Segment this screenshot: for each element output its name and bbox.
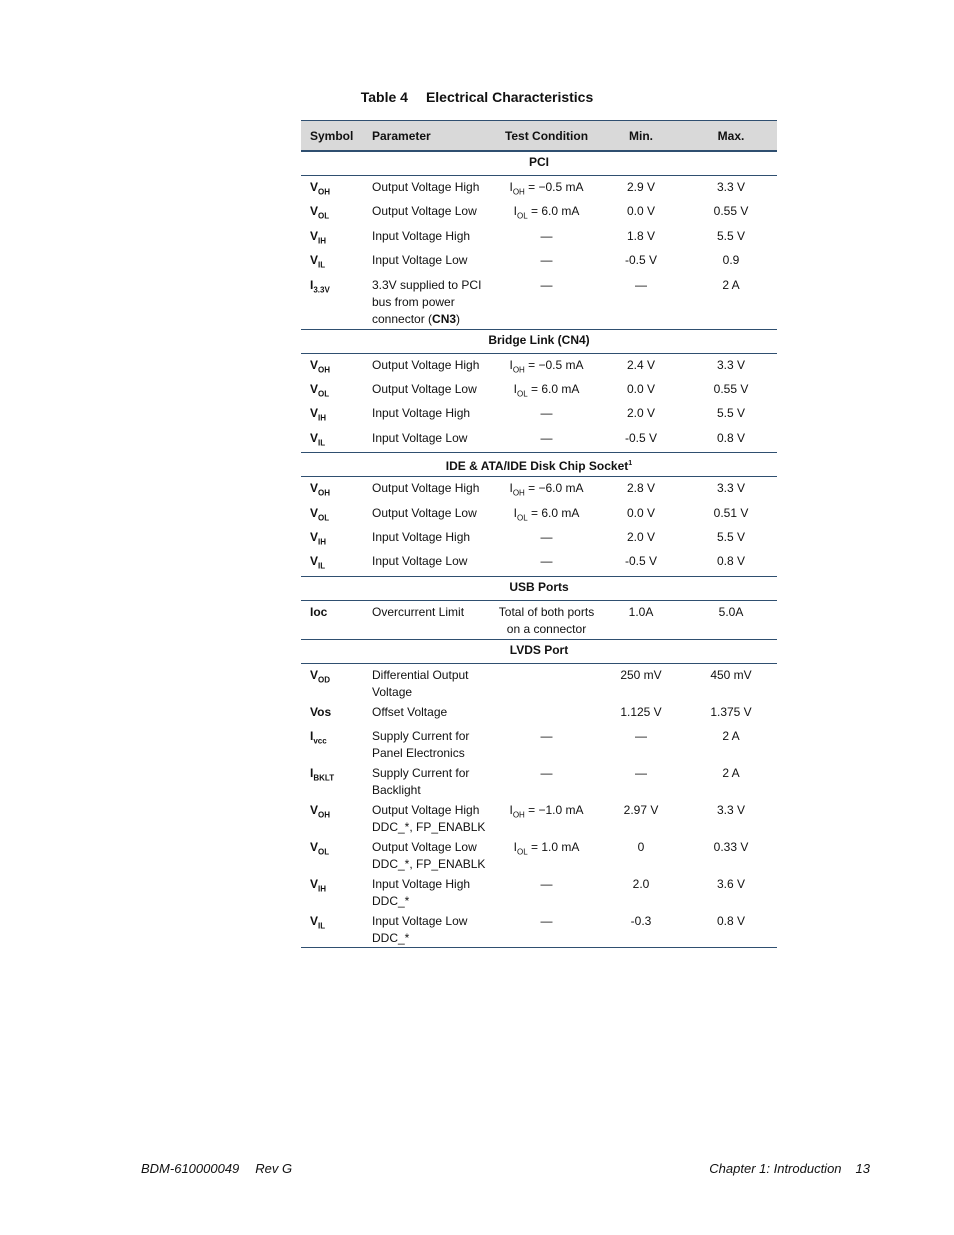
section-title: IDE & ATA/IDE Disk Chip Socket	[445, 459, 629, 474]
parameter-cell	[364, 179, 496, 196]
max-cell: 3.3 V	[716, 180, 746, 194]
symbol-base: V	[310, 357, 319, 372]
symbol-subscript: OD	[318, 675, 331, 685]
test-condition-cell	[496, 505, 597, 526]
max-cell: 0.55 V	[713, 381, 749, 396]
min-cell: 0.0 V	[626, 505, 656, 520]
symbol-cell	[301, 357, 364, 378]
condition-value: = −0.5 mA	[524, 180, 584, 194]
condition-subscript: OH	[512, 810, 525, 820]
condition-text: —	[540, 765, 553, 780]
symbol-cell	[301, 505, 364, 526]
table-row	[301, 176, 777, 200]
symbol-cell	[301, 765, 364, 786]
max-cell: 5.5 V	[716, 228, 746, 243]
section-heading	[301, 151, 777, 176]
parameter-text: Input Voltage Low	[372, 554, 468, 569]
table-row	[301, 402, 777, 426]
doc-id: BDM-610000049	[141, 1161, 240, 1176]
section-title: USB Ports	[509, 579, 569, 594]
table-row	[301, 601, 777, 638]
page-number: 13	[855, 1161, 870, 1176]
electrical-characteristics-table	[301, 120, 777, 948]
max-cell: 5.5 V	[716, 406, 746, 421]
parameter-cell	[364, 252, 496, 269]
condition-text: I	[513, 505, 517, 520]
table-row	[301, 799, 777, 836]
table-row	[301, 225, 777, 249]
test-condition-cell	[496, 357, 597, 378]
symbol-base: V	[310, 180, 319, 194]
symbol-cell	[301, 876, 364, 897]
condition-subscript: OL	[516, 847, 528, 857]
parameter-cell	[364, 728, 496, 762]
max-cell: 0.51 V	[713, 505, 749, 520]
footer-right	[709, 1161, 870, 1176]
symbol-subscript: OH	[318, 810, 331, 820]
condition-value: = −1.0 mA	[524, 802, 584, 817]
section-title: Bridge Link (CN4)	[488, 332, 590, 347]
parameter-cell	[364, 405, 496, 422]
table-row	[301, 378, 777, 402]
condition-value: = 6.0 mA	[527, 505, 580, 520]
table-row	[301, 502, 777, 526]
table-number: Table 4	[360, 89, 408, 105]
parameter-text: Output Voltage High	[372, 180, 480, 194]
parameter-cell	[364, 203, 496, 220]
min-cell: 2.0	[632, 876, 650, 891]
symbol-cell	[301, 913, 364, 934]
symbol-subscript: 3.3V	[313, 284, 330, 294]
max-cell: 5.0A	[718, 604, 744, 619]
symbol-base: V	[310, 253, 319, 268]
chapter-title: Chapter 1: Introduction	[709, 1161, 842, 1176]
min-cell: 0.0 V	[626, 204, 656, 219]
symbol-cell	[301, 430, 364, 451]
parameter-cell	[364, 802, 496, 836]
symbol-cell	[301, 203, 364, 224]
parameter-text: Input Voltage Low	[372, 430, 468, 445]
section-title: LVDS Port	[509, 642, 569, 657]
footer-left	[141, 1161, 292, 1176]
table-row	[301, 550, 777, 574]
symbol-cell	[301, 802, 364, 823]
max-cell: 2 A	[722, 765, 740, 780]
max-cell: 0.8 V	[716, 430, 746, 445]
parameter-after: )	[456, 311, 461, 326]
symbol-base: V	[310, 381, 319, 396]
parameter-text: Output Voltage Low	[372, 505, 477, 520]
parameter-cell	[364, 529, 496, 546]
min-cell: -0.5 V	[624, 253, 657, 268]
max-cell: 0.55 V	[713, 204, 749, 219]
parameter-text: Output Voltage Low DDC_*, FP_ENABLK	[372, 839, 486, 871]
condition-subscript: OL	[516, 211, 528, 221]
test-condition-cell	[496, 480, 597, 501]
parameter-text: Output Voltage High DDC_*, FP_ENABLK	[372, 802, 486, 834]
parameter-text: Output Voltage Low	[372, 204, 477, 219]
condition-text: —	[540, 277, 553, 292]
condition-text: I	[509, 802, 513, 817]
min-cell: —	[635, 277, 647, 292]
symbol-base: V	[310, 802, 319, 817]
symbol-base: V	[310, 529, 319, 544]
condition-text: —	[540, 554, 553, 569]
symbol-subscript: vcc	[313, 736, 327, 746]
symbol-subscript: IH	[318, 413, 327, 423]
test-condition-cell	[496, 381, 597, 402]
symbol-base: V	[310, 839, 319, 854]
table-header-row	[301, 120, 777, 151]
symbol-base: I	[310, 728, 314, 743]
condition-text: I	[513, 204, 517, 219]
table-row	[301, 249, 777, 273]
parameter-text: Input Voltage Low	[372, 253, 468, 268]
section-heading	[301, 452, 777, 477]
parameter-text: Input Voltage High	[372, 406, 471, 421]
test-condition-cell	[496, 179, 597, 200]
condition-text: —	[540, 406, 553, 421]
min-cell: 250 mV	[620, 667, 662, 682]
section-heading	[301, 639, 777, 664]
max-cell: 3.3 V	[716, 802, 746, 817]
table-body	[301, 151, 777, 947]
table-row	[301, 477, 777, 501]
parameter-text: 3.3V supplied to PCI bus from power connector (	[372, 277, 482, 326]
symbol-base: V	[310, 876, 319, 891]
column-header-symbol: Symbol	[310, 128, 354, 143]
symbol-cell	[301, 839, 364, 860]
symbol-subscript: OH	[318, 364, 331, 374]
parameter-cell	[364, 839, 496, 873]
condition-value: = −0.5 mA	[524, 357, 584, 372]
symbol-cell	[301, 529, 364, 550]
symbol-subscript: IH	[318, 236, 327, 246]
condition-text: I	[509, 481, 513, 496]
min-cell: 2.0 V	[626, 529, 656, 544]
parameter-text: Output Voltage High	[372, 481, 480, 496]
min-cell: 0	[637, 839, 645, 854]
symbol-subscript: BKLT	[313, 773, 335, 783]
min-cell: —	[635, 728, 647, 743]
test-condition-cell	[496, 765, 597, 782]
parameter-cell	[364, 667, 496, 701]
test-condition-cell	[496, 802, 597, 823]
symbol-base: I	[310, 765, 314, 780]
section-heading	[301, 576, 777, 601]
symbol-base: V	[310, 430, 319, 445]
symbol-base: V	[310, 204, 319, 219]
parameter-cell	[364, 505, 496, 522]
min-cell: 1.8 V	[626, 228, 656, 243]
max-cell: 2 A	[722, 277, 740, 292]
parameter-text: Input Voltage High DDC_*	[372, 876, 471, 908]
min-cell: 2.4 V	[626, 357, 656, 372]
table-row	[301, 701, 777, 725]
table-row	[301, 354, 777, 378]
symbol-cell	[301, 228, 364, 249]
condition-text: —	[540, 876, 553, 891]
parameter-cell	[364, 876, 496, 910]
min-cell: -0.5 V	[624, 554, 657, 569]
column-header-parameter: Parameter	[372, 128, 431, 143]
table-row	[301, 836, 777, 873]
symbol-base: V	[310, 228, 319, 243]
min-cell: -0.3	[630, 913, 652, 928]
condition-subscript: OH	[512, 187, 525, 197]
max-cell: 0.8 V	[716, 554, 746, 569]
max-cell: 5.5 V	[716, 529, 746, 544]
parameter-cell	[364, 765, 496, 799]
parameter-text: Output Voltage High	[372, 357, 480, 372]
symbol-base: V	[310, 406, 319, 421]
min-cell: 0.0 V	[626, 381, 656, 396]
test-condition-cell	[496, 203, 597, 224]
symbol-base: V	[310, 913, 319, 928]
condition-text: —	[540, 228, 553, 243]
symbol-cell	[301, 179, 364, 200]
min-cell: 1.125 V	[620, 704, 662, 719]
condition-subscript: OH	[512, 488, 525, 498]
symbol-cell	[301, 667, 364, 688]
test-condition-cell	[496, 430, 597, 447]
symbol-subscript: IL	[318, 921, 326, 931]
test-condition-cell	[496, 839, 597, 860]
test-condition-cell	[496, 252, 597, 269]
parameter-cell	[364, 430, 496, 447]
symbol-cell	[301, 405, 364, 426]
condition-text: I	[509, 357, 513, 372]
condition-text: Total of both ports on a connector	[498, 604, 595, 636]
table-bottom-rule	[301, 947, 777, 948]
parameter-text: Input Voltage High	[372, 228, 471, 243]
symbol-subscript: IL	[318, 561, 326, 571]
revision: Rev G	[255, 1161, 293, 1176]
condition-text: —	[540, 913, 553, 928]
test-condition-cell	[496, 553, 597, 570]
symbol-subscript: IL	[318, 260, 326, 270]
table-row	[301, 526, 777, 550]
min-cell: -0.5 V	[624, 430, 657, 445]
table-row	[301, 664, 777, 701]
symbol-base: Ioc	[310, 604, 328, 619]
symbol-subscript: OL	[318, 211, 330, 221]
parameter-text: Overcurrent Limit	[372, 604, 465, 619]
min-cell: 2.8 V	[626, 481, 656, 496]
column-header-test-condition: Test Condition	[504, 128, 589, 143]
footnote-marker: 1	[628, 460, 633, 468]
table-row	[301, 910, 777, 947]
symbol-subscript: IH	[318, 884, 327, 894]
symbol-subscript: OL	[318, 512, 330, 522]
min-cell: 2.97 V	[623, 802, 659, 817]
table-row	[301, 200, 777, 224]
symbol-cell	[301, 277, 364, 298]
parameter-cell	[364, 553, 496, 570]
condition-value: = −6.0 mA	[524, 481, 584, 496]
parameter-cell	[364, 381, 496, 398]
parameter-cell	[364, 228, 496, 245]
max-cell: 0.9	[722, 253, 740, 268]
parameter-text: Differential Output Voltage	[372, 667, 469, 699]
parameter-text: Output Voltage Low	[372, 381, 477, 396]
max-cell: 1.375 V	[710, 704, 752, 719]
parameter-cell	[364, 480, 496, 497]
condition-value: = 6.0 mA	[527, 204, 580, 219]
min-cell: —	[635, 765, 647, 780]
test-condition-cell	[496, 405, 597, 422]
parameter-text: Input Voltage High	[372, 529, 471, 544]
parameter-cell	[364, 604, 496, 621]
symbol-cell	[301, 704, 364, 721]
test-condition-cell	[496, 277, 597, 294]
parameter-text: Supply Current for Panel Electronics	[372, 728, 470, 760]
condition-text: —	[540, 529, 553, 544]
section-heading	[301, 329, 777, 354]
test-condition-cell	[496, 728, 597, 745]
parameter-text: Offset Voltage	[372, 704, 448, 719]
max-cell: 3.6 V	[716, 876, 746, 891]
max-cell: 3.3 V	[716, 481, 746, 496]
condition-text: —	[540, 253, 553, 268]
table-row	[301, 762, 777, 799]
symbol-subscript: OL	[318, 389, 330, 399]
test-condition-cell	[496, 529, 597, 546]
condition-text: —	[540, 728, 553, 743]
condition-text: I	[513, 839, 517, 854]
symbol-cell	[301, 252, 364, 273]
column-header-max: Max.	[717, 128, 745, 143]
parameter-cell	[364, 357, 496, 374]
symbol-base: V	[310, 667, 319, 682]
max-cell: 0.33 V	[713, 839, 749, 854]
symbol-subscript: OL	[318, 847, 330, 857]
condition-subscript: OL	[516, 512, 528, 522]
symbol-base: V	[310, 554, 319, 569]
symbol-subscript: OH	[318, 488, 331, 498]
table-title: Electrical Characteristics	[425, 89, 594, 105]
table-caption	[0, 89, 954, 105]
parameter-text: Supply Current for Backlight	[372, 765, 470, 797]
min-cell: 1.0A	[628, 604, 654, 619]
symbol-cell	[301, 604, 364, 621]
condition-value: = 6.0 mA	[527, 381, 580, 396]
column-header-min: Min.	[629, 128, 653, 143]
condition-text: —	[540, 430, 553, 445]
section-title: PCI	[528, 155, 549, 169]
table-row	[301, 725, 777, 762]
test-condition-cell	[496, 604, 597, 638]
symbol-base: V	[310, 481, 319, 496]
condition-text: I	[509, 180, 513, 194]
symbol-cell	[301, 381, 364, 402]
symbol-base: V	[310, 505, 319, 520]
min-cell: 2.0 V	[626, 406, 656, 421]
parameter-cell	[364, 704, 496, 721]
parameter-cell	[364, 277, 496, 328]
condition-text: I	[513, 381, 517, 396]
max-cell: 2 A	[722, 728, 740, 743]
test-condition-cell	[496, 876, 597, 893]
parameter-bold: CN3	[432, 311, 457, 326]
symbol-subscript: IH	[318, 537, 327, 547]
test-condition-cell	[496, 913, 597, 930]
symbol-cell	[301, 728, 364, 749]
symbol-subscript: IL	[318, 438, 326, 448]
max-cell: 450 mV	[710, 667, 752, 682]
table-row	[301, 274, 777, 328]
symbol-cell	[301, 480, 364, 501]
table-row	[301, 873, 777, 910]
symbol-cell	[301, 553, 364, 574]
max-cell: 0.8 V	[716, 913, 746, 928]
table-row	[301, 427, 777, 451]
max-cell: 3.3 V	[716, 357, 746, 372]
parameter-cell	[364, 913, 496, 947]
symbol-subscript: OH	[318, 187, 331, 197]
symbol-base: Vos	[310, 704, 332, 719]
condition-subscript: OH	[512, 364, 525, 374]
test-condition-cell	[496, 228, 597, 245]
symbol-base: I	[310, 277, 314, 292]
parameter-text: Input Voltage Low DDC_*	[372, 913, 468, 945]
condition-subscript: OL	[516, 389, 528, 399]
condition-value: = 1.0 mA	[527, 839, 580, 854]
min-cell: 2.9 V	[626, 180, 656, 194]
